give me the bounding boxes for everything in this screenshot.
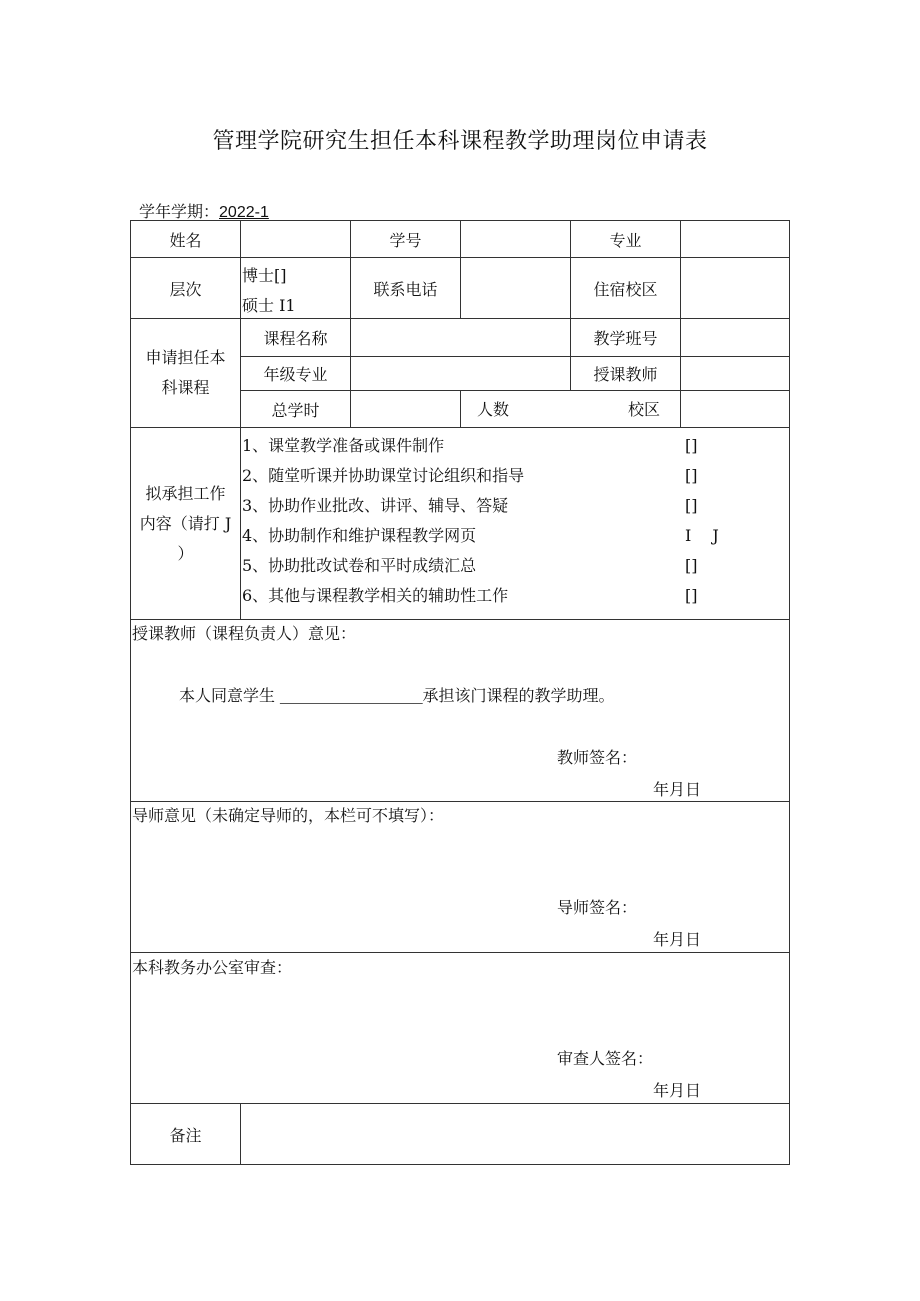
label-people: 人数 [477,400,510,419]
label-work-line1: 拟承担工作 [145,483,226,503]
reviewer-signature-label: 审查人签名： [557,1049,654,1068]
page-title: 管理学院研究生担任本科课程教学助理岗位申请表 [212,129,708,154]
work-item-1-checkbox[interactable]: [] [685,436,698,455]
teacher-opinion-section[interactable] [130,619,790,802]
label-teacher: 授课教师 [570,356,681,391]
work-item-5-checkbox[interactable]: [] [685,556,698,575]
option-doctor[interactable]: 博士[] [242,266,287,285]
field-campus[interactable] [680,257,790,319]
teacher-date-label: 年月日 [653,780,702,799]
field-name[interactable] [240,220,351,258]
field-major[interactable] [680,220,790,258]
agree-suffix: 承担该门课程的教学助理。 [422,686,615,705]
label-remarks: 备注 [130,1103,241,1165]
field-course-name[interactable] [350,318,571,357]
teacher-opinion-heading: 授课教师（课程负责人）意见： [132,624,357,643]
label-work-line3: ） [177,543,194,563]
label-major: 专业 [570,220,681,258]
field-total-hours[interactable] [350,390,461,428]
label-grade-major: 年级专业 [240,356,351,391]
advisor-opinion-heading: 导师意见（未确定导师的，本栏可不填写）： [132,806,445,825]
label-course-campus: 校区 [628,400,661,419]
field-grade-major[interactable] [350,356,571,391]
work-item-3-checkbox[interactable]: [] [685,496,698,515]
label-course [130,318,241,428]
work-item-2: 2、随堂听课并协助课堂讨论组织和指导 [242,466,525,485]
term-value: 2022-1 [219,204,269,221]
label-class-no: 教学班号 [570,318,681,357]
advisor-date-label: 年月日 [653,930,702,949]
field-people-campus[interactable] [460,390,681,428]
field-student-id[interactable] [460,220,571,258]
label-work-line2: 内容（请打 J [139,513,232,533]
field-teacher[interactable] [680,356,790,391]
work-item-1: 1、课堂教学准备或课件制作 [242,436,445,455]
label-course-name: 课程名称 [240,318,351,357]
field-class-no[interactable] [680,318,790,357]
label-student-id: 学号 [350,220,461,258]
work-item-5: 5、协助批改试卷和平时成绩汇总 [242,556,477,575]
label-total-hours: 总学时 [240,390,351,428]
office-review-heading: 本科教务办公室审查： [132,958,293,977]
work-items [240,427,790,620]
student-name-blank[interactable]: ________________ [280,688,423,705]
field-course-campus[interactable] [680,390,790,428]
field-phone[interactable] [460,257,571,319]
academic-term [139,199,269,222]
advisor-opinion-section[interactable] [130,801,790,953]
field-remarks[interactable] [240,1103,790,1165]
office-review-section[interactable] [130,952,790,1104]
work-item-6: 6、其他与课程教学相关的辅助性工作 [242,586,509,605]
field-level[interactable] [240,257,351,319]
application-form [130,220,790,1165]
label-course-line1: 申请担任本 [145,348,226,367]
label-phone: 联系电话 [350,257,461,319]
teacher-signature-label: 教师签名： [557,748,638,767]
agree-prefix: 本人同意学生 [179,686,276,705]
label-work [130,427,241,620]
teacher-agree-statement [179,686,615,707]
option-master[interactable]: 硕士 I1 [242,296,296,315]
label-course-line2: 科课程 [161,378,210,397]
work-item-6-checkbox[interactable]: [] [685,586,698,605]
work-item-4-checkbox[interactable]: I J [685,526,719,545]
advisor-signature-label: 导师签名： [557,898,638,917]
label-campus: 住宿校区 [570,257,681,319]
label-name: 姓名 [130,220,241,258]
work-item-2-checkbox[interactable]: [] [685,466,698,485]
work-item-4: 4、协助制作和维护课程教学网页 [242,526,477,545]
office-date-label: 年月日 [653,1081,702,1100]
work-item-3: 3、协助作业批改、讲评、辅导、答疑 [242,496,509,515]
label-level: 层次 [130,257,241,319]
term-label: 学年学期： [139,202,220,221]
